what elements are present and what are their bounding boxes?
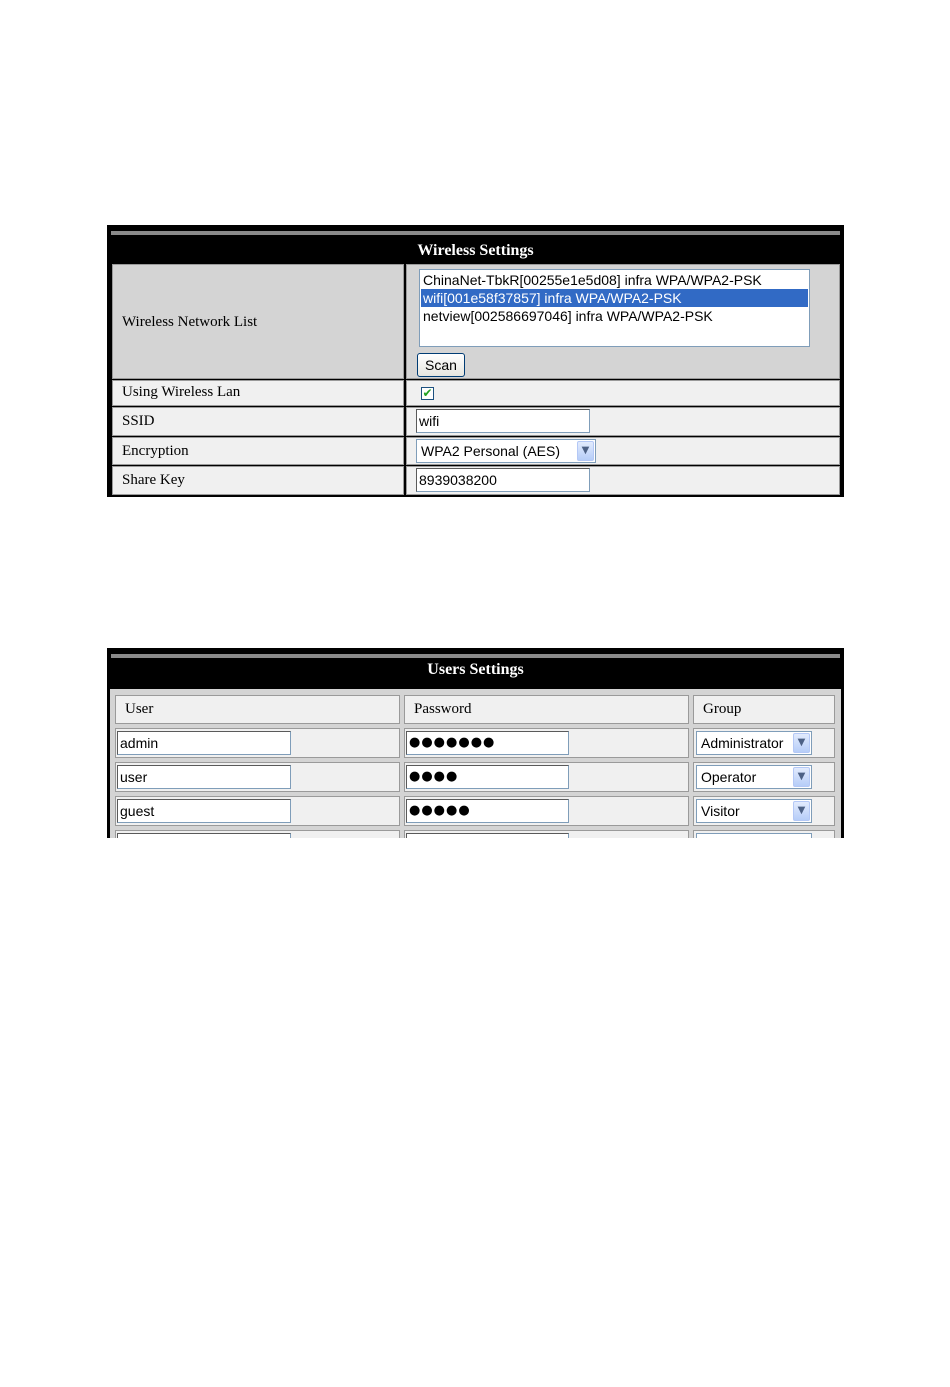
using-wireless-label-cell — [112, 380, 404, 406]
network-list-label: Wireless Network List — [122, 314, 258, 330]
user-group-select[interactable] — [696, 833, 812, 838]
panel-divider — [111, 231, 840, 235]
ssid-input[interactable]: wifi — [416, 409, 590, 433]
wireless-settings-title: Wireless Settings — [417, 242, 534, 259]
chevron-down-icon[interactable]: ▼ — [577, 441, 594, 461]
users-settings-title: Users Settings — [427, 661, 524, 678]
password-header-label: Password — [414, 701, 472, 717]
share-key-label: Share Key — [122, 472, 185, 488]
chevron-down-icon[interactable]: ▼ — [793, 801, 810, 821]
share-key-input[interactable]: 8939038200 — [416, 468, 590, 492]
chevron-down-icon[interactable]: ▼ — [793, 733, 810, 753]
network-option[interactable]: netview[002586697046] infra WPA/WPA2-PSK — [423, 308, 713, 324]
scan-button[interactable]: Scan — [417, 353, 465, 377]
user-password-input[interactable] — [406, 833, 569, 838]
user-group-value: Visitor — [701, 803, 740, 819]
user-password-input[interactable]: ●●●●● — [406, 799, 569, 823]
user-group-select[interactable] — [696, 731, 812, 755]
user-group-select[interactable] — [696, 799, 812, 823]
encryption-label-cell — [112, 437, 404, 465]
user-name-input[interactable]: guest — [117, 799, 291, 823]
user-group-value: Administrator — [701, 735, 784, 751]
group-header-label: Group — [703, 701, 742, 717]
ssid-label: SSID — [122, 413, 155, 429]
encryption-select[interactable] — [416, 439, 596, 463]
using-wireless-checkbox[interactable]: ✔ — [422, 386, 433, 400]
user-name-input[interactable]: admin — [117, 731, 291, 755]
group-column-header — [693, 695, 835, 724]
password-column-header — [404, 695, 689, 724]
user-group-value: Operator — [701, 769, 757, 785]
network-option[interactable]: ChinaNet-TbkR[00255e1e5d08] infra WPA/WPA2-PSK — [423, 272, 762, 288]
wireless-network-listbox[interactable] — [419, 269, 810, 347]
table-row-partial — [110, 830, 841, 838]
using-wireless-value-cell — [406, 380, 840, 406]
user-group-select[interactable] — [696, 765, 812, 789]
user-name-input[interactable]: user — [117, 765, 291, 789]
user-password-input[interactable]: ●●●●●●● — [406, 731, 569, 755]
encryption-value: WPA2 Personal (AES) — [421, 443, 561, 459]
user-name-input[interactable] — [117, 833, 291, 838]
encryption-label: Encryption — [122, 443, 189, 459]
using-wireless-label: Using Wireless Lan — [122, 384, 241, 400]
user-header-label: User — [125, 701, 154, 717]
chevron-down-icon[interactable]: ▼ — [793, 767, 810, 787]
ssid-label-cell — [112, 407, 404, 436]
network-list-label-cell — [112, 264, 404, 379]
user-password-input[interactable]: ●●●● — [406, 765, 569, 789]
network-option-selected[interactable]: wifi[001e58f37857] infra WPA/WPA2-PSK — [421, 289, 808, 307]
user-column-header — [115, 695, 400, 724]
share-key-label-cell — [112, 466, 404, 495]
